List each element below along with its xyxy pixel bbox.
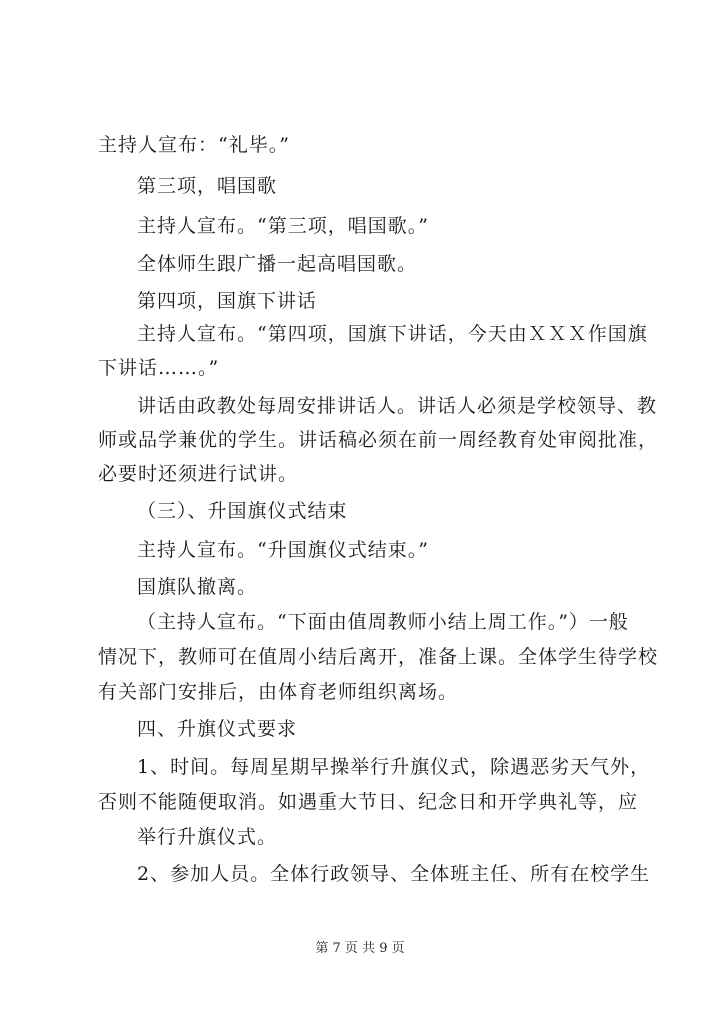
- paragraph-line: 举行升旗仪式。: [137, 826, 278, 848]
- paragraph-line: 1、时间。每周星期早操举行升旗仪式，除遇恶劣天气外，: [137, 756, 651, 778]
- paragraph-line: 2、参加人员。全体行政领导、全体班主任、所有在校学生: [137, 863, 651, 885]
- paragraph-line: 情况下，教师可在值周小结后离开，准备上课。全体学生待学校: [98, 646, 659, 668]
- section-heading: 第四项，国旗下讲话: [137, 290, 318, 312]
- paragraph-line: 下讲话……。”: [98, 357, 220, 379]
- section-heading: 四、升旗仪式要求: [137, 718, 298, 740]
- section-heading: （三）、升国旗仪式结束: [137, 500, 348, 522]
- paragraph-line: 师或品学兼优的学生。讲话稿必须在前一周经教育处审阅批准，: [98, 429, 659, 451]
- paragraph-line: 讲话由政教处每周安排讲话人。讲话人必须是学校领导、教: [137, 395, 658, 417]
- paragraph-line: 主持人宣布。“第三项，唱国歌。”: [137, 215, 429, 237]
- paragraph-line: 主持人宣布。“第四项，国旗下讲话，今天由ＸＸＸ作国旗: [137, 323, 648, 345]
- paragraph-line: 主持人宣布：“礼毕。”: [98, 134, 290, 156]
- paragraph-line: 必要时还须进行试讲。: [98, 463, 299, 485]
- paragraph-line: （主持人宣布。“下面由值周教师小结上周工作。”）一般: [137, 611, 629, 633]
- paragraph-line: 全体师生跟广播一起高唱国歌。: [137, 253, 418, 275]
- page-footer: 第 7 页 共 9 页: [315, 941, 405, 956]
- paragraph-line: 否则不能随便取消。如遇重大节日、纪念日和开学典礼等，应: [98, 791, 639, 813]
- paragraph-line: 主持人宣布。“升国旗仪式结束。”: [137, 539, 429, 561]
- paragraph-line: 国旗队撤离。: [137, 576, 258, 598]
- section-heading: 第三项，唱国歌: [137, 175, 278, 197]
- paragraph-line: 有关部门安排后，由体育老师组织离场。: [98, 681, 459, 703]
